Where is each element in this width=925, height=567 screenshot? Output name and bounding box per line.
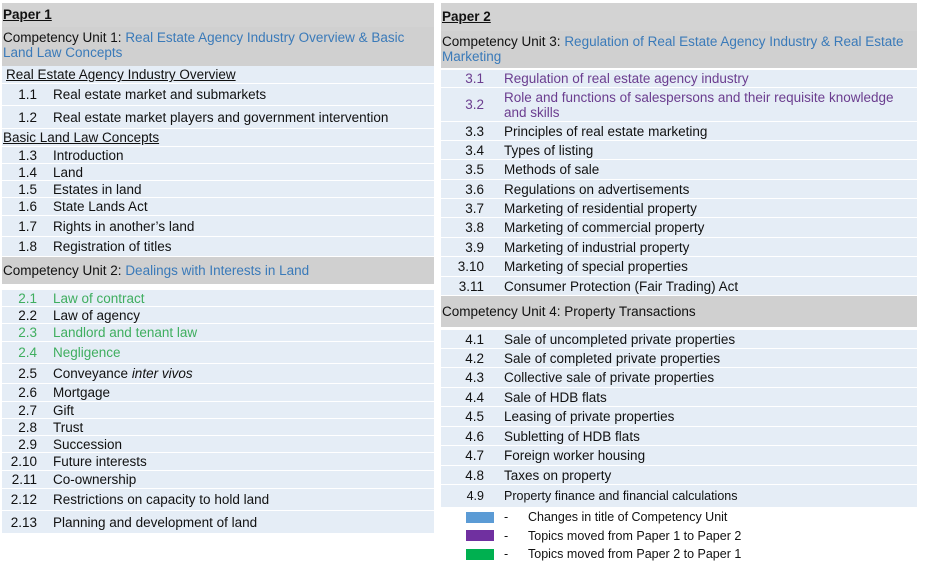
- topic-row: 1.1 Real estate market and submarkets: [2, 84, 434, 106]
- paper-2-title: Paper 2: [441, 3, 917, 31]
- topic-row: 3.10 Marketing of special properties: [441, 257, 917, 277]
- topic-row: 1.4 Land: [2, 164, 434, 181]
- legend: [466, 508, 741, 564]
- topic-row: 4.1 Sale of uncompleted private properties: [441, 330, 917, 349]
- topic-row: 1.2 Real estate market players and government intervention: [2, 106, 434, 129]
- competency-unit-3-header: Competency Unit 3: Regulation of Real Estate Agency Industry & Real Estate Marketing: [441, 31, 917, 68]
- topic-row: 4.9 Property finance and financial calculations: [441, 485, 917, 508]
- topic-row: 4.8 Taxes on property: [441, 466, 917, 485]
- topic-row: 3.5 Methods of sale: [441, 160, 917, 180]
- topic-row: 3.9 Marketing of industrial property: [441, 238, 917, 257]
- topic-row: 1.5 Estates in land: [2, 181, 434, 198]
- topic-row: 1.7 Rights in another’s land: [2, 216, 434, 237]
- purple-swatch: [466, 530, 494, 541]
- unit-3-name: Regulation of Real Estate Agency Industry & Real Estate Marketing: [442, 34, 904, 64]
- topic-row: 3.6 Regulations on advertisements: [441, 180, 917, 199]
- topic-row: 4.6 Subletting of HDB flats: [441, 427, 917, 446]
- topic-row: 4.7 Foreign worker housing: [441, 446, 917, 466]
- topic-row-moved: 2.1 Law of contract: [2, 290, 434, 307]
- topic-row: 4.4 Sale of HDB flats: [441, 388, 917, 407]
- subsection-basic-land-law: Basic Land Law Concepts: [2, 129, 434, 147]
- legend-item-title-change: - Changes in title of Competency Unit: [466, 508, 741, 527]
- topic-row: 4.3 Collective sale of private properties: [441, 368, 917, 388]
- topic-row: 3.8 Marketing of commercial property: [441, 218, 917, 238]
- topic-row: 2.2 Law of agency: [2, 307, 434, 324]
- topic-row: 3.7 Marketing of residential property: [441, 199, 917, 218]
- topic-row: 3.4 Types of listing: [441, 141, 917, 160]
- topic-row: 2.7 Gift: [2, 402, 434, 419]
- topic-row: 2.9 Succession: [2, 436, 434, 453]
- topic-row: 2.8 Trust: [2, 419, 434, 436]
- topic-row-moved: 2.3 Landlord and tenant law: [2, 324, 434, 342]
- topic-row: 2.10 Future interests: [2, 453, 434, 471]
- topic-row-moved: 2.4 Negligence: [2, 342, 434, 364]
- topic-row: 3.11 Consumer Protection (Fair Trading) Act: [441, 277, 917, 296]
- competency-unit-2-header: Competency Unit 2: Dealings with Interests in Land: [2, 257, 434, 284]
- paper-1-title: Paper 1: [2, 3, 434, 27]
- unit-1-name: Real Estate Agency Industry Overview & Basic Land Law Concepts: [3, 30, 405, 60]
- topic-row: 2.12 Restrictions on capacity to hold land: [2, 489, 434, 511]
- topic-row-moved: 3.1 Regulation of real estate agency industry: [441, 70, 917, 88]
- blue-swatch: [466, 512, 494, 523]
- topic-row: 2.5 Conveyance inter vivos: [2, 364, 434, 384]
- green-swatch: [466, 549, 494, 560]
- topic-row: 1.3 Introduction: [2, 147, 434, 164]
- competency-unit-1-header: Competency Unit 1: Real Estate Agency Industry Overview & Basic Land Law Concepts: [2, 27, 434, 66]
- topic-row: 2.11 Co-ownership: [2, 471, 434, 489]
- topic-row: 2.13 Planning and development of land: [2, 511, 434, 534]
- paper-2-table: [441, 3, 917, 508]
- topic-row: 4.5 Leasing of private properties: [441, 407, 917, 427]
- topic-row: 1.6 State Lands Act: [2, 198, 434, 216]
- topic-row: 2.6 Mortgage: [2, 384, 434, 402]
- topic-row: 4.2 Sale of completed private properties: [441, 349, 917, 368]
- paper-1-table: [2, 3, 434, 534]
- topic-row: 1.8 Registration of titles: [2, 237, 434, 257]
- topic-row-moved: 3.2 Role and functions of salespersons and their requisite knowledge and skills: [441, 88, 917, 122]
- legend-item-moved-to-paper-1: - Topics moved from Paper 2 to Paper 1: [466, 545, 741, 564]
- topic-row: 3.3 Principles of real estate marketing: [441, 122, 917, 141]
- competency-unit-4-header: Competency Unit 4: Property Transactions: [441, 296, 917, 327]
- unit-2-name: Dealings with Interests in Land: [125, 263, 310, 278]
- legend-item-moved-to-paper-2: - Topics moved from Paper 1 to Paper 2: [466, 527, 741, 546]
- subsection-agency-overview: Real Estate Agency Industry Overview: [2, 66, 434, 84]
